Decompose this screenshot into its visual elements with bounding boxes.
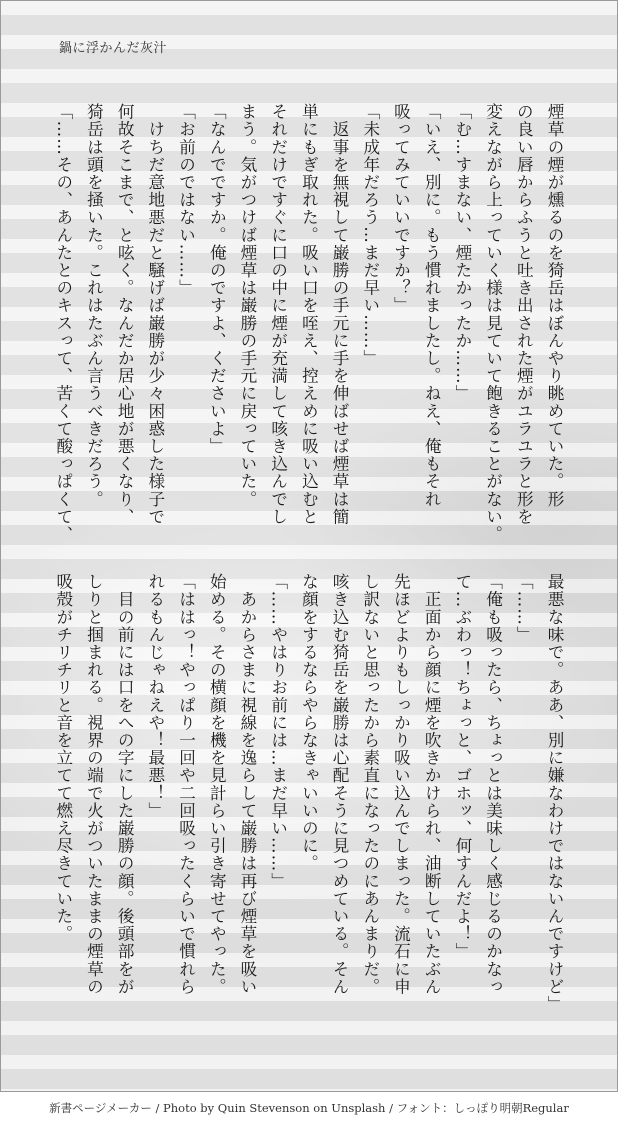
text-line: 先ほどよりもしっかり吸い込んでしまった。流石に申: [391, 573, 411, 996]
text-line: 「む…すまない、煙たかったか……」: [452, 103, 472, 403]
text-line: 「ははっ！やっぱり一回や二回吸ったくらいで慣れら: [176, 573, 196, 996]
text-line: な顔をするならやらなきゃいいのに。: [299, 573, 319, 873]
text-line: し訳ないと思ったから素直になったのにあんまりだ。: [360, 573, 380, 996]
text-line: 目の前には口をへの字にした巌勝の顔。後頭部をが: [115, 573, 135, 996]
text-line: 正面から顔に煙を吹きかけられ、油断していたぶん: [422, 573, 442, 996]
text-line: 何故そこまで、と呟く。なんだか居心地が悪くなり、: [115, 103, 135, 526]
text-line: 返事を無視して巌勝の手元に手を伸ばせば煙草は簡: [330, 103, 350, 526]
text-line: て…ぶわっ！ちょっと、ゴホッ、何すんだよ！」: [452, 573, 472, 961]
text-line: 咳き込む猗岳を巌勝は心配そうに見つめている。そん: [330, 573, 350, 996]
text-line: まう。気がつけば煙草は巌勝の手元に戻っていた。: [237, 103, 257, 508]
text-line: 始める。その横顔を機を見計らい引き寄せてやった。: [207, 573, 227, 996]
text-line: 変えながら上っていく様は見ていて飽きることがない。: [483, 103, 503, 543]
credit-footer: 新書ページメーカー / Photo by Quin Stevenson on Unsplash / フォント：しっぽり明朝Regular: [49, 1101, 569, 1115]
text-line: しりと掴まれる。視界の端で火がついたままの煙草の: [84, 573, 104, 996]
text-line: れるもんじゃねえや！最悪！」: [145, 573, 165, 820]
text-line: 「……その、あんたとのキスって、苦くて酸っぱくて、: [53, 103, 73, 543]
text-line: 「俺も吸ったら、ちょっとは美味しく感じるのかなっ: [483, 573, 503, 996]
text-block-lower: [49, 573, 569, 1053]
text-line: 単にもぎ取れた。吸い口を咥え、控えめに吸い込むと: [299, 103, 319, 526]
text-line: 最悪な味で。ああ、別に嫌なわけではないんですけど」: [545, 573, 564, 1013]
text-line: の良い唇からふうと吐き出された煙がユラユラと形を: [514, 103, 534, 526]
text-line: あからさまに視線を逸らして巌勝は再び煙草を吸い: [237, 573, 257, 996]
text-block-upper: [49, 103, 569, 561]
text-line: けちだ意地悪だと騒げば巌勝が少々困惑した様子で: [145, 103, 165, 526]
text-line: 「……」: [514, 573, 534, 644]
text-line: 「未成年だろう…まだ早い……」: [360, 103, 380, 367]
page-title: 鍋に浮かんだ灰汁: [59, 41, 168, 56]
text-line: 「いえ、別に。もう慣れましたし。ねえ、俺もそれ: [422, 103, 442, 508]
text-line: 煙草の煙が燻るのを猗岳はぼんやり眺めていた。形: [545, 103, 564, 508]
text-line: それだけですぐに口の中に煙が充満して咳き込んでし: [268, 103, 288, 526]
text-line: 「……やはりお前には…まだ早い……」: [268, 573, 288, 890]
text-line: 吸殻がチリチリと音を立てて燃え尽きていた。: [53, 573, 73, 943]
text-line: 吸ってみていいですか？」: [391, 103, 411, 315]
text-line: 「なんでですか。俺のですよ、くださいよ」: [207, 103, 227, 455]
text-line: 「お前のではない……」: [176, 103, 196, 297]
text-line: 猗岳は頭を掻いた。これはたぶん言うべきだろう。: [84, 103, 104, 508]
